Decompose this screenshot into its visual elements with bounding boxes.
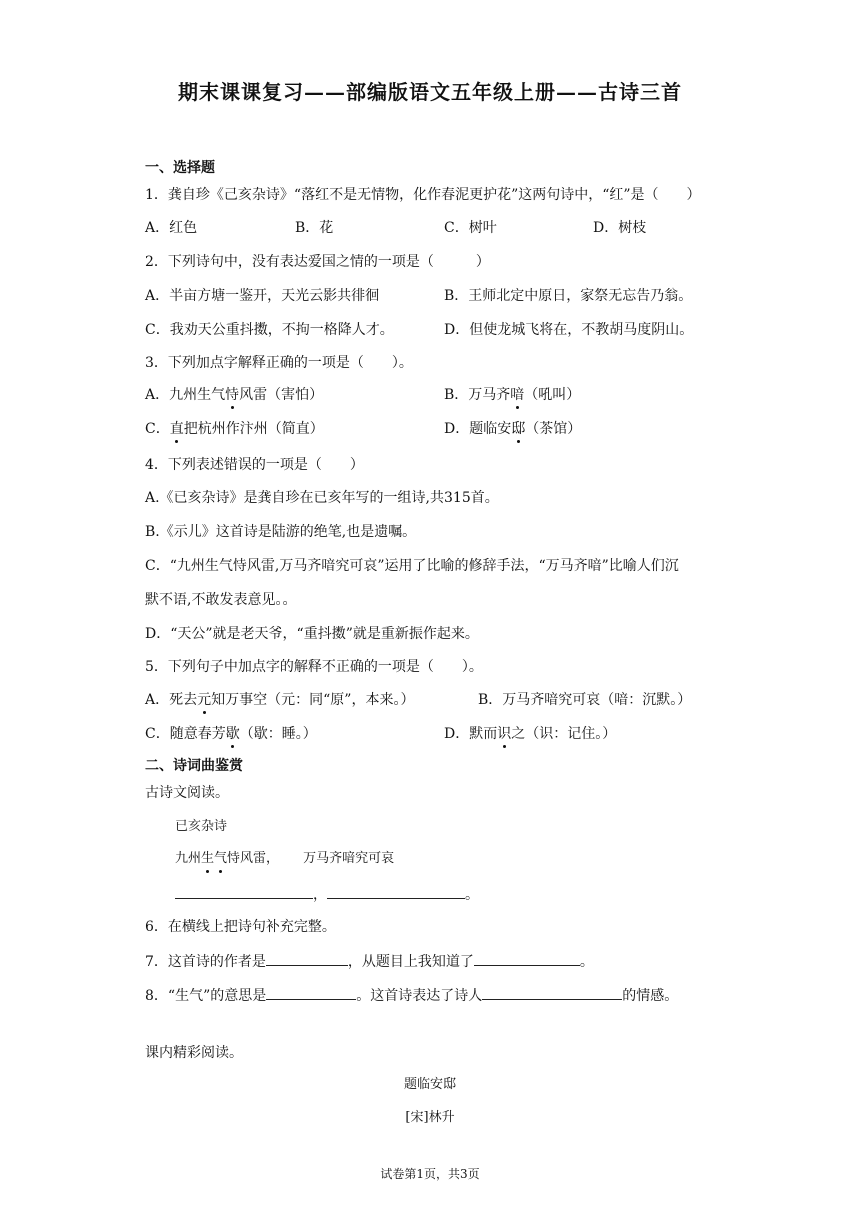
dotted-char: 歇 (225, 726, 240, 742)
punctuation: 。 (465, 887, 479, 903)
q1-option-b: B．花 (295, 220, 334, 236)
poem-line (175, 849, 394, 869)
poem-text: 万马齐喑究可哀 (303, 851, 395, 866)
option-text: D．默而 (444, 726, 498, 742)
dotted-char: 生 (201, 849, 214, 869)
poem-title: 已亥杂诗 (175, 819, 228, 834)
answer-blank[interactable] (327, 884, 465, 899)
dotted-char: 恃 (225, 387, 240, 403)
option-text: C．随意春芳 (145, 726, 226, 742)
q2-option-b: B．王师北定中原日，家祭无忘告乃翁。 (444, 288, 693, 304)
option-text: B．万马齐 (444, 387, 511, 403)
q5-option-a (145, 690, 414, 710)
question-text: 。这首诗表达了诗人 (356, 988, 483, 1004)
option-text: 之（识：记住。） (511, 726, 617, 742)
option-text: A．死去 (145, 692, 198, 708)
question-text: ，从题目上我知道了 (347, 954, 474, 970)
question-8 (145, 985, 678, 1006)
page-title: 期末课课复习——部编版语文五年级上册——古诗三首 (178, 80, 682, 104)
dotted-char: 识 (497, 726, 512, 742)
answer-blank[interactable] (482, 985, 622, 1000)
option-text: （吼叫） (524, 387, 581, 403)
q4-option-c: C．“九州生气恃风雷,万马齐喑究可哀”运用了比喻的修辞手法，“万马齐喑”比喻人们沉 (145, 558, 679, 574)
q5-option-d (444, 724, 616, 744)
question-4: 4．下列表述错误的一项是（ ） (145, 457, 364, 473)
question-2: 2．下列诗句中，没有表达爱国之情的一项是（ ） (145, 254, 490, 270)
dotted-char: 元 (197, 692, 212, 708)
q4-option-b: B.《示儿》这首诗是陆游的绝笔,也是遗嘱。 (145, 524, 417, 540)
q2-option-c: C．我劝天公重抖擞，不拘一格降人才。 (145, 322, 394, 338)
q5-option-c (145, 724, 317, 744)
q4-option-c-continued: 默不语,不敢发表意见。。 (145, 592, 297, 608)
dotted-char: 邸 (511, 421, 526, 437)
poem-title: 题临安邸 (403, 1077, 456, 1092)
q3-option-a (145, 385, 323, 405)
option-text: D．题临安 (444, 421, 512, 437)
poem-text: 恃风雷， (227, 851, 280, 866)
option-text: 风雷（害怕） (239, 387, 324, 403)
question-6: 6．在横线上把诗句补充完整。 (145, 919, 336, 935)
poem-fill-blanks (175, 884, 479, 905)
q3-option-d (444, 419, 581, 439)
answer-blank[interactable] (266, 951, 348, 966)
question-1: 1．龚自珍《己亥杂诗》“落红不是无情物，化作春泥更护花”这两句诗中，“红”是（ ） (145, 187, 701, 203)
question-text: 的情感。 (622, 988, 679, 1004)
reading-instruction: 古诗文阅读。 (145, 785, 229, 801)
reading-instruction: 课内精彩阅读。 (145, 1045, 243, 1061)
option-text: C． (145, 421, 170, 437)
option-text: 把杭州作汴州（简直） (183, 421, 324, 437)
dotted-char: 喑 (510, 387, 525, 403)
punctuation: ， (313, 887, 327, 903)
question-text: 。 (579, 954, 594, 970)
q1-option-c: C．树叶 (444, 220, 497, 236)
question-3: 3．下列加点字解释正确的一项是（ ）。 (145, 355, 413, 371)
section-heading: 二、诗词曲鉴赏 (145, 758, 243, 774)
answer-blank[interactable] (266, 985, 356, 1000)
poem-text: 九州 (175, 851, 202, 866)
option-text: （茶馆） (525, 421, 582, 437)
q1-option-d: D．树枝 (593, 220, 647, 236)
option-text: A．九州生气 (145, 387, 226, 403)
q4-option-a: A.《已亥杂诗》是龚自珍在已亥年写的一组诗,共315首。 (145, 490, 499, 506)
answer-blank[interactable] (175, 884, 313, 899)
q3-option-c (145, 419, 324, 439)
question-text: 8．“生气”的意思是 (145, 988, 267, 1004)
question-text: 7．这首诗的作者是 (145, 954, 266, 970)
q4-option-d: D．“天公”就是老天爷，“重抖擞”就是重新振作起来。 (145, 626, 479, 642)
question-5: 5．下列句子中加点字的解释不正确的一项是（ ）。 (145, 659, 483, 675)
q5-option-b: B．万马齐喑究可哀（喑：沉默。） (478, 692, 692, 708)
poem-author: [宋]林升 (405, 1110, 455, 1125)
page-footer: 试卷第1页，共3页 (380, 1167, 480, 1181)
question-7 (145, 951, 594, 972)
dotted-char: 直 (169, 421, 184, 437)
answer-blank[interactable] (474, 951, 580, 966)
q1-option-a: A．红色 (145, 220, 198, 236)
dotted-char: 气 (214, 849, 227, 869)
option-text: 知万事空（元：同“原”，本来。） (211, 692, 415, 708)
section-heading: 一、选择题 (145, 160, 215, 176)
option-text: （歇：睡。） (239, 726, 317, 742)
q3-option-b (444, 385, 580, 405)
q2-option-a: A．半亩方塘一鉴开，天光云影共徘徊 (145, 288, 380, 304)
q2-option-d: D．但使龙城飞将在，不教胡马度阴山。 (444, 322, 694, 338)
